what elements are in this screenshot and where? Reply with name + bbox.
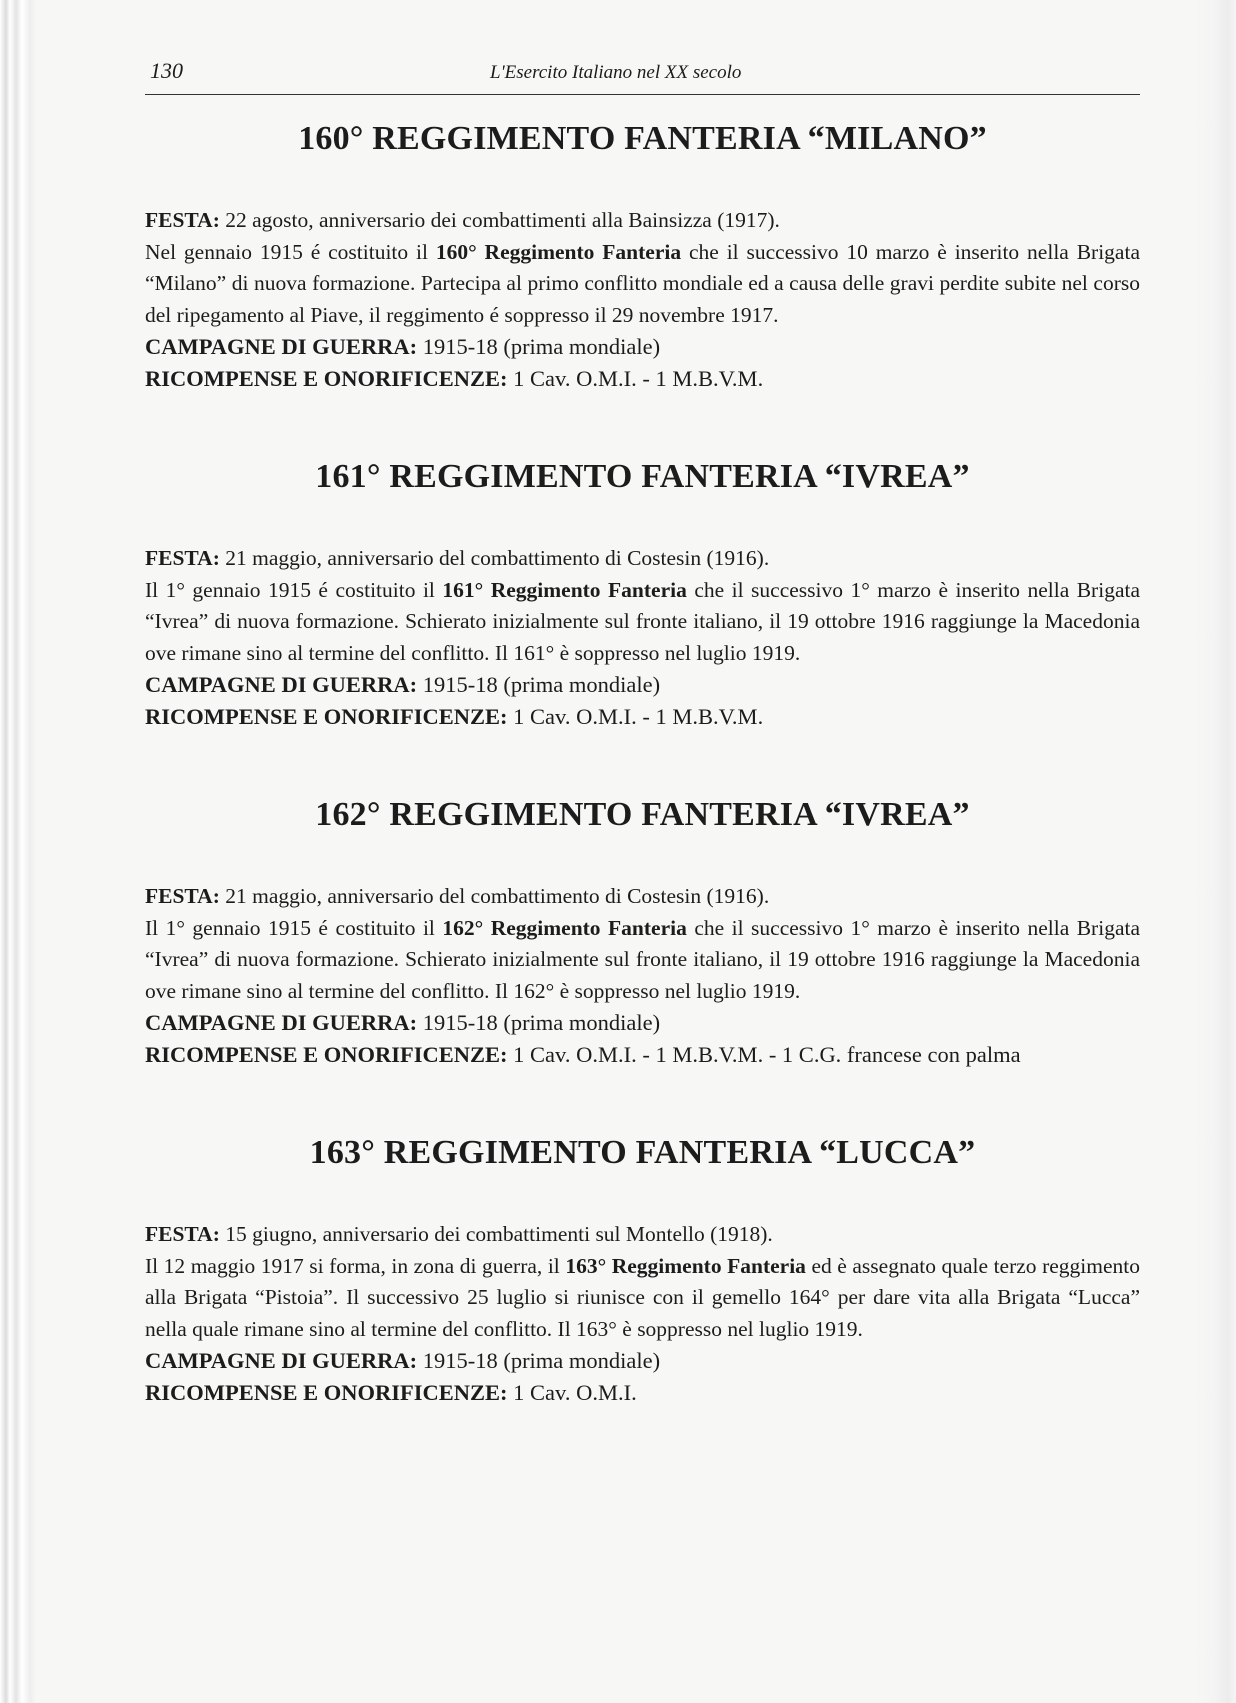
campagne-line bbox=[145, 669, 1140, 701]
festa-label: FESTA: bbox=[145, 884, 220, 908]
history-text-before: Nel gennaio 1915 é costituito il bbox=[145, 239, 428, 264]
campagne-text: 1915-18 (prima mondiale) bbox=[422, 672, 661, 697]
history-text-after: ed è assegnato quale terzo reggimento alla Brigata “Pistoia”. Il successivo 25 luglio si riunisce con il gemello 164° per dare vita alla Brigata “Lucca” nella quale rimane sino al termine del conflitto. Il 163° è soppresso nel luglio 1919. bbox=[145, 1253, 1141, 1341]
page-number: 130 bbox=[150, 58, 183, 83]
festa-label: FESTA: bbox=[145, 208, 220, 232]
festa-label: FESTA: bbox=[145, 546, 220, 570]
campagne-line bbox=[145, 1345, 1140, 1377]
section-title: 161° REGGIMENTO FANTERIA “IVREA” bbox=[315, 458, 970, 495]
ricompense-label: RICOMPENSE E ONORIFICENZE: bbox=[145, 1379, 508, 1405]
section-title: 160° REGGIMENTO FANTERIA “MILANO” bbox=[298, 120, 987, 157]
festa-line bbox=[145, 205, 1140, 237]
history-text-before: Il 1° gennaio 1915 é costituito il bbox=[145, 915, 435, 940]
history-text-after: che il successivo 1° marzo è inserito nella Brigata “Ivrea” di nuova formazione. Schierato inizialmente sul fronte italiano, il 19 ottobre 1916 raggiunge la Macedonia ove rimane sino al termine del conflitto. Il 162° è soppresso nel luglio 1919. bbox=[145, 915, 1141, 1003]
section-title: 163° REGGIMENTO FANTERIA “LUCCA” bbox=[309, 1134, 976, 1171]
festa-line bbox=[145, 543, 1140, 575]
festa-text: 15 giugno, anniversario dei combattimenti sul Montello (1918). bbox=[225, 1222, 773, 1246]
ricompense-label: RICOMPENSE E ONORIFICENZE: bbox=[145, 703, 508, 729]
page-binding-edge bbox=[0, 0, 36, 1703]
ricompense-line bbox=[145, 1377, 1140, 1409]
ricompense-text: 1 Cav. O.M.I. - 1 M.B.V.M. - 1 C.G. francese con palma bbox=[513, 1041, 1021, 1067]
regiment-section-163 bbox=[145, 1134, 1140, 1408]
ricompense-text: 1 Cav. O.M.I. bbox=[513, 1379, 637, 1405]
history-text-before: Il 12 maggio 1917 si forma, in zona di guerra, il bbox=[145, 1253, 560, 1278]
history-text-after: che il successivo 1° marzo è inserito nella Brigata “Ivrea” di nuova formazione. Schierato inizialmente sul fronte italiano, il 19 ottobre 1916 raggiunge la Macedonia ove rimane sino al termine del conflitto. Il 161° è soppresso nel luglio 1919. bbox=[145, 577, 1141, 665]
page-right-edge bbox=[1196, 0, 1236, 1703]
campagne-label: CAMPAGNE DI GUERRA: bbox=[145, 672, 418, 697]
festa-text: 21 maggio, anniversario del combattimento di Costesin (1916). bbox=[225, 546, 770, 570]
running-header bbox=[145, 54, 1140, 95]
festa-text: 21 maggio, anniversario del combattimento di Costesin (1916). bbox=[225, 884, 770, 908]
campagne-line bbox=[145, 1007, 1140, 1039]
campagne-text: 1915-18 (prima mondiale) bbox=[422, 334, 661, 359]
regiment-section-162 bbox=[145, 796, 1140, 1070]
ricompense-text: 1 Cav. O.M.I. - 1 M.B.V.M. bbox=[513, 365, 764, 391]
festa-text: 22 agosto, anniversario dei combattimenti alla Bainsizza (1917). bbox=[225, 208, 780, 232]
regiment-section-160 bbox=[145, 120, 1140, 394]
regiment-name: 161° Reggimento Fanteria bbox=[442, 577, 687, 602]
ricompense-label: RICOMPENSE E ONORIFICENZE: bbox=[145, 365, 508, 391]
campagne-label: CAMPAGNE DI GUERRA: bbox=[145, 1348, 418, 1373]
book-title: L'Esercito Italiano nel XX secolo bbox=[490, 62, 742, 83]
ricompense-line bbox=[145, 1039, 1140, 1071]
regiment-name: 162° Reggimento Fanteria bbox=[442, 915, 687, 940]
ricompense-text: 1 Cav. O.M.I. - 1 M.B.V.M. bbox=[513, 703, 764, 729]
festa-line bbox=[145, 881, 1140, 913]
campagne-label: CAMPAGNE DI GUERRA: bbox=[145, 334, 418, 359]
regiment-name: 160° Reggimento Fanteria bbox=[435, 239, 682, 264]
ricompense-line bbox=[145, 363, 1140, 395]
regiment-section-161 bbox=[145, 458, 1140, 732]
history-text-before: Il 1° gennaio 1915 é costituito il bbox=[145, 577, 435, 602]
campagne-text: 1915-18 (prima mondiale) bbox=[422, 1010, 661, 1035]
history-paragraph bbox=[145, 1251, 1140, 1346]
history-text-after: che il successivo 10 marzo è inserito nella Brigata “Milano” di nuova formazione. Partecipa al primo conflitto mondiale ed a causa delle gravi perdite subite nel corso del ripegamento al Piave, il reggimento é soppresso il 29 novembre 1917. bbox=[145, 239, 1140, 327]
campagne-line bbox=[145, 331, 1140, 363]
section-title: 162° REGGIMENTO FANTERIA “IVREA” bbox=[315, 796, 970, 833]
history-paragraph bbox=[145, 575, 1140, 670]
history-paragraph bbox=[145, 237, 1140, 332]
campagne-text: 1915-18 (prima mondiale) bbox=[422, 1348, 661, 1373]
campagne-label: CAMPAGNE DI GUERRA: bbox=[145, 1010, 418, 1035]
festa-label: FESTA: bbox=[145, 1222, 220, 1246]
festa-line bbox=[145, 1219, 1140, 1251]
history-paragraph bbox=[145, 913, 1140, 1008]
regiment-name: 163° Reggimento Fanteria bbox=[565, 1253, 806, 1278]
ricompense-line bbox=[145, 701, 1140, 733]
ricompense-label: RICOMPENSE E ONORIFICENZE: bbox=[145, 1041, 508, 1067]
